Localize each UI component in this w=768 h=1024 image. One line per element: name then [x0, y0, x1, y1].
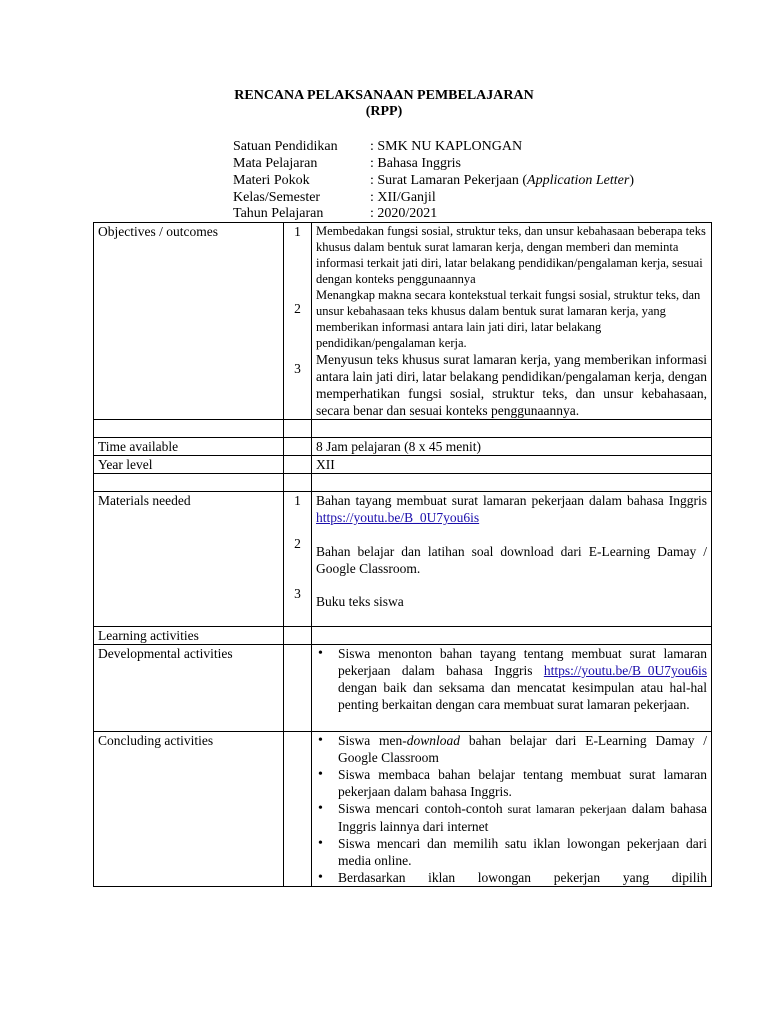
list-item: [338, 645, 707, 713]
list-item: • Siswa membaca bahan belajar tentang membuat surat lamaran pekerjaan dalam bahasa Inggris.: [338, 766, 707, 800]
year-value: XII: [312, 456, 712, 474]
material-num: 3: [294, 586, 301, 601]
material-item: Buku teks siswa: [316, 594, 404, 609]
bullet-text: Siswa mencari contoh-contoh: [338, 801, 503, 816]
info-value-suffix: ): [629, 173, 634, 188]
spacer-cell: [284, 474, 312, 492]
objective-text: Menangkap makna secara kontekstual terkait fungsi sosial, struktur teks, dan unsur kebahasaan teks khusus dalam bentuk surat lamaran kerja, yang memberikan informasi antara lain jati diri, latar belakang pendidikan/pengalaman kerja.: [316, 288, 701, 350]
developmental-label: Developmental activities: [94, 645, 284, 732]
concluding-label: Concluding activities: [94, 732, 284, 887]
rpp-table: [93, 222, 712, 887]
youtube-link[interactable]: https://youtu.be/B_0U7you6is: [543, 663, 707, 678]
info-value-italic: Application Letter: [527, 173, 630, 188]
table-row-objectives: [94, 223, 712, 420]
list-item: [338, 800, 707, 835]
list-item: • Siswa mencari dan memilih satu iklan lowongan pekerjaan dari media online.: [338, 835, 707, 869]
time-value: 8 Jam pelajaran (8 x 45 menit): [312, 438, 712, 456]
bullet-text: bahan belajar dari E-Learning Damay / Google Classroom: [338, 733, 707, 765]
empty-cell: [284, 627, 312, 645]
spacer-cell: [312, 420, 712, 438]
objective-num: 3: [294, 361, 301, 376]
table-row-spacer: [94, 474, 712, 492]
objectives-label: Objectives / outcomes: [94, 223, 284, 420]
document-subtitle: (RPP): [365, 104, 403, 119]
info-value: : XII/Ganjil: [370, 190, 436, 205]
year-label: Year level: [94, 456, 284, 474]
material-item: [316, 492, 707, 526]
bullet-text: dengan baik dan seksama dan mencatat kesimpulan atau hal-hal penting berkaitan dengan cara membuat surat lamaran pekerjaan.: [338, 680, 707, 712]
concluding-text: [312, 732, 712, 887]
info-label: Kelas/Semester: [233, 190, 321, 205]
info-value: [370, 172, 634, 189]
table-row-developmental: [94, 645, 712, 732]
bullet-text-italic: download: [406, 733, 461, 748]
info-label: Mata Pelajaran: [233, 156, 318, 171]
info-value: : Bahasa Inggris: [370, 156, 461, 171]
bullet-text: Siswa menonton bahan tayang tentang membuat surat lamaran pekerjaan dalam bahasa Inggris: [338, 646, 707, 678]
rpp-table-wrapper: [93, 222, 713, 922]
info-value-prefix: : Surat Lamaran Pekerjaan (: [370, 173, 528, 188]
document-title: RENCANA PELAKSANAAN PEMBELAJARAN: [234, 88, 534, 103]
info-label: Tahun Pelajaran: [233, 206, 324, 221]
list-item: • Berdasarkan iklan lowongan pekerjan yang dipilih: [338, 869, 707, 886]
table-row-spacer: [94, 420, 712, 438]
objective-text: Menyusun teks khusus surat lamaran kerja, yang memberikan informasi antara lain jati diri, latar belakang pendidikan/pengalaman kerja, dengan memperhatikan fungsi sosial, struktur teks, dan unsur kebahasaan, secara benar dan sesuai konteks penggunaannya.: [316, 352, 707, 418]
material-num: 1: [294, 493, 301, 508]
objective-num: 2: [294, 301, 301, 316]
youtube-link[interactable]: https://youtu.be/B_0U7you6is: [316, 510, 480, 525]
objectives-numbers: [284, 223, 312, 420]
spacer-cell: [94, 474, 284, 492]
table-row-concluding: [94, 732, 712, 887]
concluding-list: [316, 732, 707, 886]
spacer-cell: [94, 420, 284, 438]
empty-cell: [312, 627, 712, 645]
table-row-learning: [94, 627, 712, 645]
objectives-text: [312, 223, 712, 420]
empty-cell: [284, 456, 312, 474]
empty-cell: [284, 732, 312, 887]
materials-numbers: [284, 492, 312, 627]
list-item: [338, 732, 707, 766]
objective-num: 1: [294, 224, 301, 239]
bullet-text: surat lamaran pekerjaan: [502, 802, 627, 816]
empty-cell: [284, 645, 312, 732]
learning-label: Learning activities: [94, 627, 284, 645]
developmental-text: [312, 645, 712, 732]
developmental-list: [316, 645, 707, 713]
material-item: Bahan belajar dan latihan soal download dari E-Learning Damay / Google Classroom.: [316, 544, 707, 576]
table-row-time: [94, 438, 712, 456]
table-row-materials: [94, 492, 712, 627]
info-label: Satuan Pendidikan: [233, 139, 338, 154]
bullet-text: Siswa men-: [338, 733, 407, 748]
materials-text: [312, 492, 712, 627]
info-value: : 2020/2021: [370, 206, 438, 221]
material-text: Bahan tayang membuat surat lamaran pekerjaan dalam bahasa Inggris: [316, 493, 707, 508]
materials-label: Materials needed: [94, 492, 284, 627]
bullet-text: dalam bahasa Inggris lainnya dari internet: [338, 801, 708, 834]
table-row-year: [94, 456, 712, 474]
info-label: Materi Pokok: [233, 173, 310, 188]
material-num: 2: [294, 536, 301, 551]
spacer-cell: [284, 420, 312, 438]
info-value: : SMK NU KAPLONGAN: [370, 139, 523, 154]
objective-text: Membedakan fungsi sosial, struktur teks, dan unsur kebahasaan beberapa teks khusus dalam bentuk surat lamaran kerja, dengan memberi dan meminta informasi terkait jati diri, latar belakang pendidikan/pengalaman kerja, sesuai dengan konteks penggunaannya: [316, 224, 706, 286]
spacer-cell: [312, 474, 712, 492]
empty-cell: [284, 438, 312, 456]
time-label: Time available: [94, 438, 284, 456]
